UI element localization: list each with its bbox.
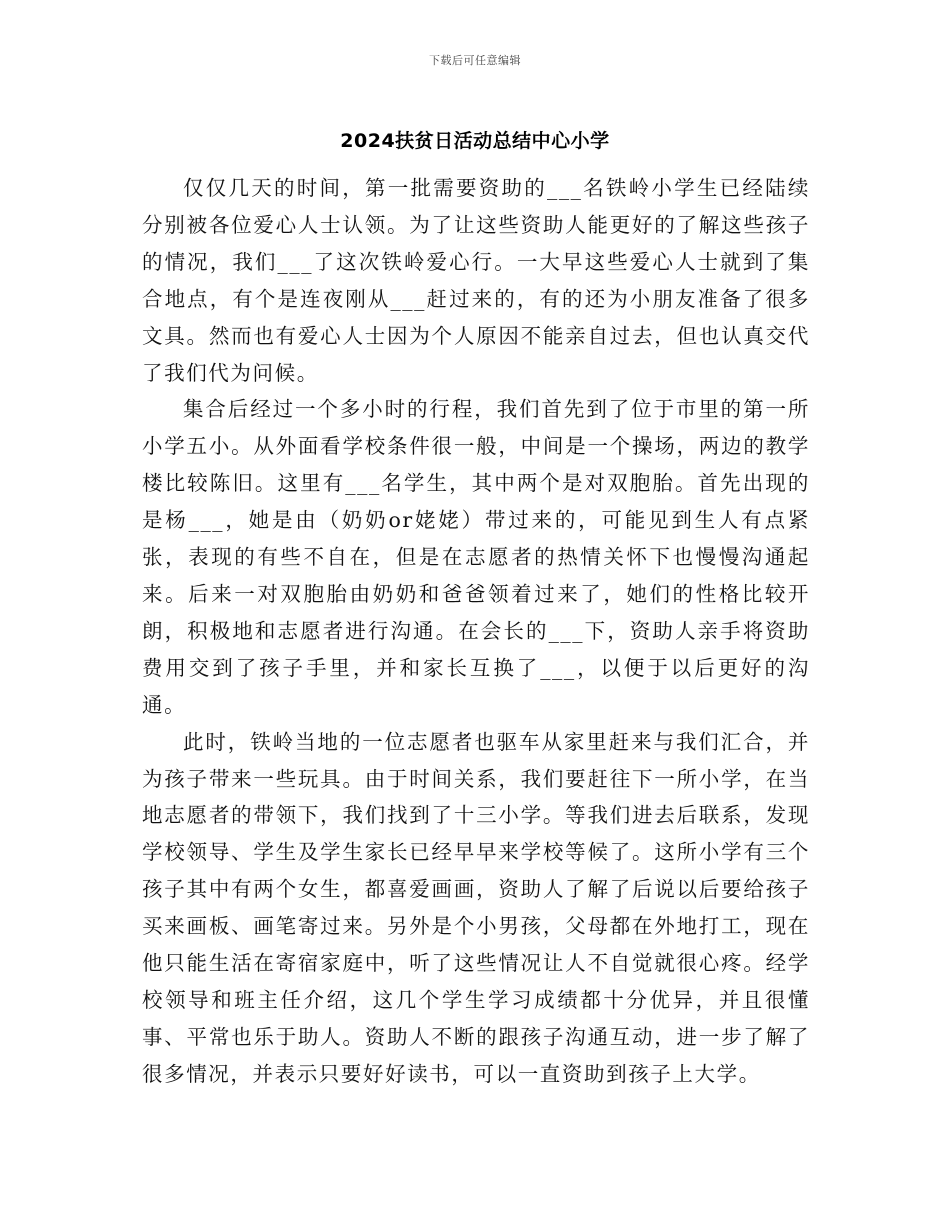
paragraph-3: 此时，铁岭当地的一位志愿者也驱车从家里赶来与我们汇合，并为孩子带来一些玩具。由于时间关系，我们要赶往下一所小学，在当地志愿者的带领下，我们找到了十三小学。等我们进去后联系，发现学校领导、学生及学生家长已经早早来学校等候了。这所小学有三个孩子其中有两个女生，都喜爱画画，资助人了解了后说以后要给孩子买来画板、画笔寄过来。另外是个小男孩，父母都在外地打工，现在他只能生活在寄宿家庭中，听了这些情况让人不自觉就很心疼。经学校领导和班主任介绍，这几个学生学习成绩都十分优异，并且很懂事、平常也乐于助人。资助人不断的跟孩子沟通互动，进一步了解了很多情况，并表示只要好好读书，可以一直资助到孩子上大学。 (142, 729, 810, 1086)
document-title: 2024扶贫日活动总结中心小学 (340, 130, 610, 152)
paragraph-2: 集合后经过一个多小时的行程，我们首先到了位于市里的第一所小学五小。从外面看学校条件很一般，中间是一个操场，两边的教学楼比较陈旧。这里有___名学生，其中两个是对双胞胎。首先出现的是杨___，她是由（奶奶or姥姥）带过来的，可能见到生人有点紧张，表现的有些不自在，但是在志愿者的热情关怀下也慢慢沟通起来。后来一对双胞胎由奶奶和爸爸领着过来了，她们的性格比较开朗，积极地和志愿者进行沟通。在会长的___下，资助人亲手将资助费用交到了孩子手里，并和家长互换了___，以便于以后更好的沟通。 (142, 397, 810, 717)
paragraph-1: 仅仅几天的时间，第一批需要资助的___名铁岭小学生已经陆续分别被各位爱心人士认领。为了让这些资助人能更好的了解这些孩子的情况，我们___了这次铁岭爱心行。一大早这些爱心人士就到了集合地点，有个是连夜刚从___赶过来的，有的还为小朋友准备了很多文具。然而也有爱心人士因为个人原因不能亲自过去，但也认真交代了我们代为问候。 (142, 176, 810, 385)
page-header-note: 下载后可任意编辑 (429, 54, 521, 67)
document-body (142, 170, 810, 1093)
